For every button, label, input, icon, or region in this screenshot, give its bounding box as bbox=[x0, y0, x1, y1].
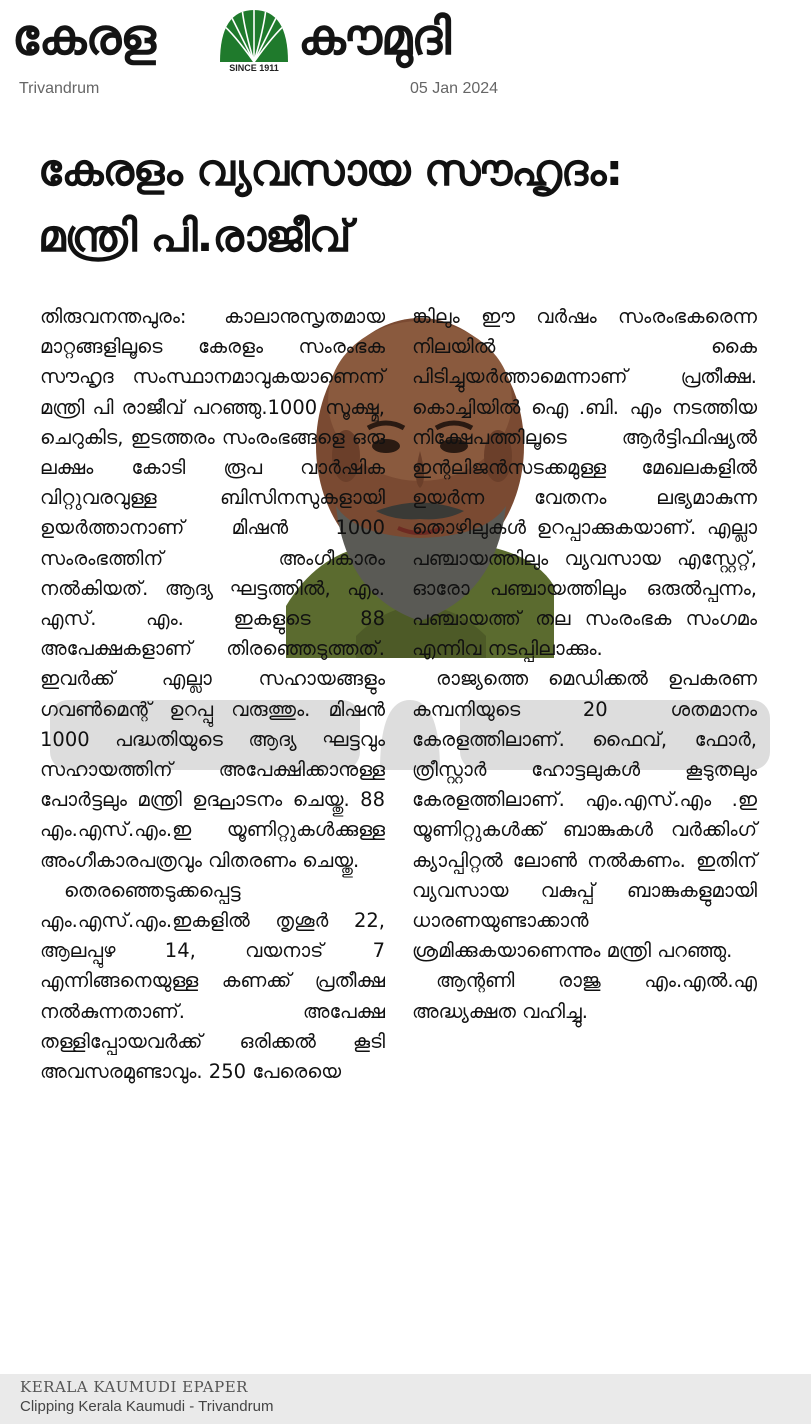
article-paragraph: തെരഞ്ഞെടുക്കപ്പെട്ട എം.എസ്.എം.ഇകളിൽ തൃശൂർ 22, ആലപ്പുഴ 14, വയനാട് 7 എന്നിങ്ങനെയുള്ള കണക്ക് പ്രതീക്ഷ നൽകുന്നതാണ്. അപേക്ഷ തള്ളിപ്പോയവർക്ക് ഒരിക്കൽ കൂടി അവസരമുണ്ടാവും. 250 പേരെയെ bbox=[40, 878, 385, 1084]
edition-place: Trivandrum bbox=[19, 80, 100, 97]
headline-line-2: മന്ത്രി പി.രാജീവ് bbox=[38, 211, 351, 262]
footer-clipping-label: Clipping Kerala Kaumudi - Trivandrum bbox=[20, 1398, 274, 1415]
article-column-left bbox=[40, 302, 385, 1087]
article-paragraph: രാജ്യത്തെ മെഡിക്കൽ ഉപകരണ കമ്പനിയുടെ 20 ശതമാനം കേരളത്തിലാണ്. ഫൈവ്, ഫോർ, ത്രീസ്റ്റാർ ഹോട്ടലുകൾ കൂടുതലും കേരളത്തിലാണ്. എം.എസ്.എം .ഇ യൂണിറ്റുകൾക്ക് ബാങ്കുകൾ വർക്കിംഗ് ക്യാപ്പിറ്റൽ ലോൺ നൽകണം. ഇതിന് വ്യവസായ വകുപ്പ് ബാങ്കുകളുമായി ധാരണയുണ്ടാക്കാൻ ശ്രമിക്കുകയാണെന്നും മന്ത്രി പറഞ്ഞു. bbox=[412, 667, 757, 963]
article-paragraph: ങ്കിലും ഈ വർഷം സംരംഭകരെന്ന നിലയിൽ കൈ പിടിച്ചുയർത്താമെന്നാണ് പ്രതീക്ഷ. കൊച്ചിയിൽ ഐ .ബി. എം നടത്തിയ നിക്ഷേപത്തിലൂടെ ആർട്ടിഫിഷ്യൽ ഇന്റലിജൻസടക്കമുള്ള മേഖലകളിൽ ഉയർന്ന വേതനം ലഭ്യമാകുന്ന തൊഴിലുകൾ ഉറപ്പാക്കുകയാണ്. എല്ലാ പഞ്ചായത്തിലും വ്യവസായ എസ്റ്റേറ്റ്, ഓരോ പഞ്ചായത്തിലും ഒരുൽപ്പന്നം, പഞ്ചായത്ത് തല സംരംഭക സംഗമം എന്നിവ നടപ്പിലാക്കും. bbox=[412, 305, 757, 661]
masthead-title-left: കേരള bbox=[12, 8, 155, 66]
article-column-right bbox=[412, 302, 757, 1027]
masthead-title-right: കൗമുദി bbox=[298, 8, 451, 66]
masthead bbox=[0, 0, 811, 110]
headline-line-1: കേരളം വ്യവസായ സൗഹൃദം: bbox=[38, 145, 623, 196]
article-paragraph: തിരുവനന്തപുരം: കാലാനുസൃതമായ മാറ്റങ്ങളിലൂടെ കേരളം സംരംഭക സൗഹൃദ സംസ്ഥാനമാവുകയാണെന്ന് മന്ത്രി പി രാജീവ് പറഞ്ഞു.1000 സൂക്ഷ്മ, ചെറുകിട, ഇടത്തരം സംരംഭങ്ങളെ ഒരു ലക്ഷം കോടി രൂപ വാർഷിക വിറ്റുവരവുള്ള ബിസിനസുകളായി ഉയർത്താനാണ് മിഷൻ 1000 സംരംഭത്തിന് അംഗീകാരം നൽകിയത്. ആദ്യ ഘട്ടത്തിൽ, എം. എസ്. എം. ഇകളുടെ 88 അപേക്ഷകളാണ് തിരഞ്ഞെടുത്തത്. ഇവർക്ക് എല്ലാ സഹായങ്ങളും ഗവൺമെന്റ് ഉറപ്പു വരുത്തും. മിഷൻ 1000 പദ്ധതിയുടെ ആദ്യ ഘട്ടവും സഹായത്തിന് അപേക്ഷിക്കാനുള്ള പോർട്ടലും മന്ത്രി ഉദ്ഘാടനം ചെയ്തു. 88 എം.എസ്.എം.ഇ യൂണിറ്റുകൾക്കുള്ള അംഗീകാരപത്രവും വിതരണം ചെയ്തു. bbox=[40, 305, 385, 872]
since-label: SINCE 1911 bbox=[229, 63, 279, 73]
article-headline bbox=[38, 138, 798, 270]
edition-date: 05 Jan 2024 bbox=[410, 80, 499, 97]
footer-epaper-label: KERALA KAUMUDI EPAPER bbox=[20, 1378, 248, 1396]
article-paragraph: ആന്റണി രാജു എം.എൽ.എ അദ്ധ്യക്ഷത വഹിച്ചു. bbox=[412, 969, 757, 1023]
